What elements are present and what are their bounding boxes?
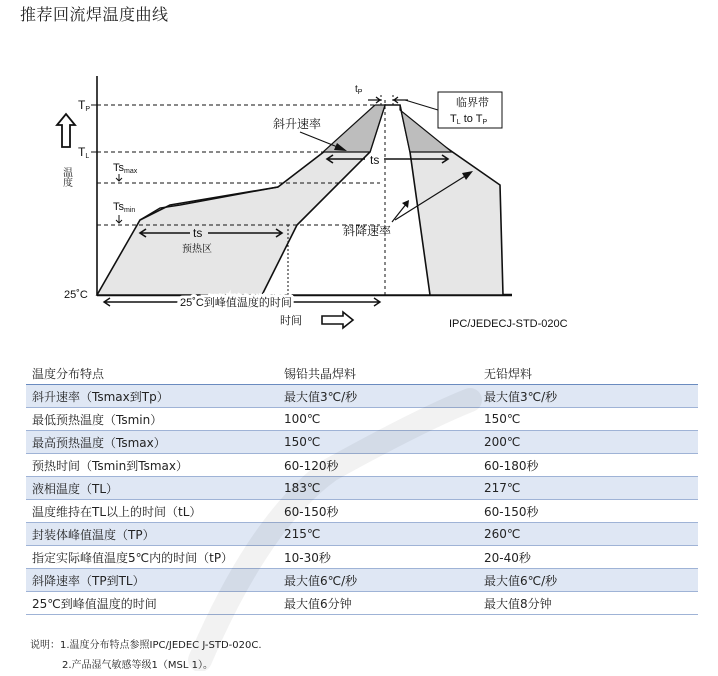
table-cell: 最大值6℃/秒	[478, 569, 698, 592]
table-header-row	[26, 362, 698, 385]
table-cell: 60-180秒	[478, 454, 698, 477]
tp-time-label: $t_P$	[355, 84, 363, 96]
table-cell: 封装体峰值温度（TP）	[26, 523, 278, 546]
table-cell: 最高预热温度（Tsmax）	[26, 431, 278, 454]
table-cell: 预热时间（Tsmin到Tsmax）	[26, 454, 278, 477]
table-cell: 215℃	[278, 523, 478, 546]
table-row	[26, 500, 698, 523]
time-right-arrow-icon	[322, 312, 353, 328]
ramp-up-label: 斜升速率	[273, 117, 322, 131]
standard-label: IPC/JEDECJ-STD-020C	[449, 318, 568, 330]
table-cell: 200℃	[478, 431, 698, 454]
table-header-cell: 温度分布特点	[26, 362, 278, 385]
table-cell: 100℃	[278, 408, 478, 431]
table-cell: 20-40秒	[478, 546, 698, 569]
tl-label: TL	[78, 145, 90, 160]
table-row	[26, 592, 698, 615]
table-cell: 液相温度（TL）	[26, 477, 278, 500]
table-cell: 60-120秒	[278, 454, 478, 477]
table-cell: 最大值3℃/秒	[278, 385, 478, 408]
critical-zone-pointer	[405, 100, 438, 110]
table-cell: 150℃	[478, 408, 698, 431]
table-cell: 最大值6℃/秒	[278, 569, 478, 592]
table-row	[26, 477, 698, 500]
preheat-label: 预热区	[182, 244, 212, 255]
ts-lower-label: ts	[193, 226, 203, 240]
table-row	[26, 523, 698, 546]
tp-label: TP	[78, 98, 91, 113]
tsmax-down-arrow	[116, 174, 122, 181]
critical-zone-line2: TL to TP	[450, 113, 488, 126]
table-cell: 183℃	[278, 477, 478, 500]
table-cell: 斜升速率（Tsmax到Tp）	[26, 385, 278, 408]
table-row	[26, 454, 698, 477]
temp-axis-label: 温度	[60, 167, 72, 187]
note-2: 2.产品湿气敏感等级1（MSL 1）。	[62, 660, 213, 671]
t25-label: 25˚C	[64, 289, 88, 301]
reflow-parameter-table	[26, 362, 698, 615]
table-header-cell: 锡铅共晶焊料	[278, 362, 478, 385]
tp-left-arrow	[368, 97, 380, 103]
table-cell: 最低预热温度（Tsmin）	[26, 408, 278, 431]
tsmin-label: Tsmin	[113, 201, 136, 214]
table-cell: 温度维持在TL以上的时间（tL）	[26, 500, 278, 523]
table-row	[26, 546, 698, 569]
table-cell: 指定实际峰值温度5℃内的时间（tP）	[26, 546, 278, 569]
table-row	[26, 431, 698, 454]
table-cell: 25℃到峰值温度的时间	[26, 592, 278, 615]
tsmax-label: Tsmax	[113, 162, 138, 175]
table-cell: 260℃	[478, 523, 698, 546]
table-row	[26, 385, 698, 408]
table-cell: 60-150秒	[278, 500, 478, 523]
table-row	[26, 569, 698, 592]
temp-up-arrow-icon	[57, 114, 75, 147]
table-cell: 60-150秒	[478, 500, 698, 523]
table-cell: 150℃	[278, 431, 478, 454]
table-cell: 10-30秒	[278, 546, 478, 569]
table-cell: 217℃	[478, 477, 698, 500]
tsmin-down-arrow	[116, 215, 122, 223]
table-cell: 斜降速率（TP到TL）	[26, 569, 278, 592]
table-cell: 最大值6分钟	[278, 592, 478, 615]
reflow-profile-diagram	[0, 70, 718, 350]
note-1: 说明：1.温度分布特点参照IPC/JEDEC J-STD-020C.	[30, 640, 262, 651]
table-row	[26, 408, 698, 431]
table-cell: 最大值8分钟	[478, 592, 698, 615]
table-header-cell: 无铅焊料	[478, 362, 698, 385]
total-time-label: 25˚C到峰值温度的时间	[180, 297, 292, 309]
page-title: 推荐回流焊温度曲线	[20, 5, 169, 24]
ramp-down-label: 斜降速率	[343, 224, 392, 238]
notes	[30, 636, 262, 676]
critical-zone-line1: 临界带	[456, 97, 489, 109]
time-axis-label: 时间	[280, 315, 302, 327]
table-cell: 最大值3℃/秒	[478, 385, 698, 408]
ts-upper-label: ts	[370, 153, 380, 167]
